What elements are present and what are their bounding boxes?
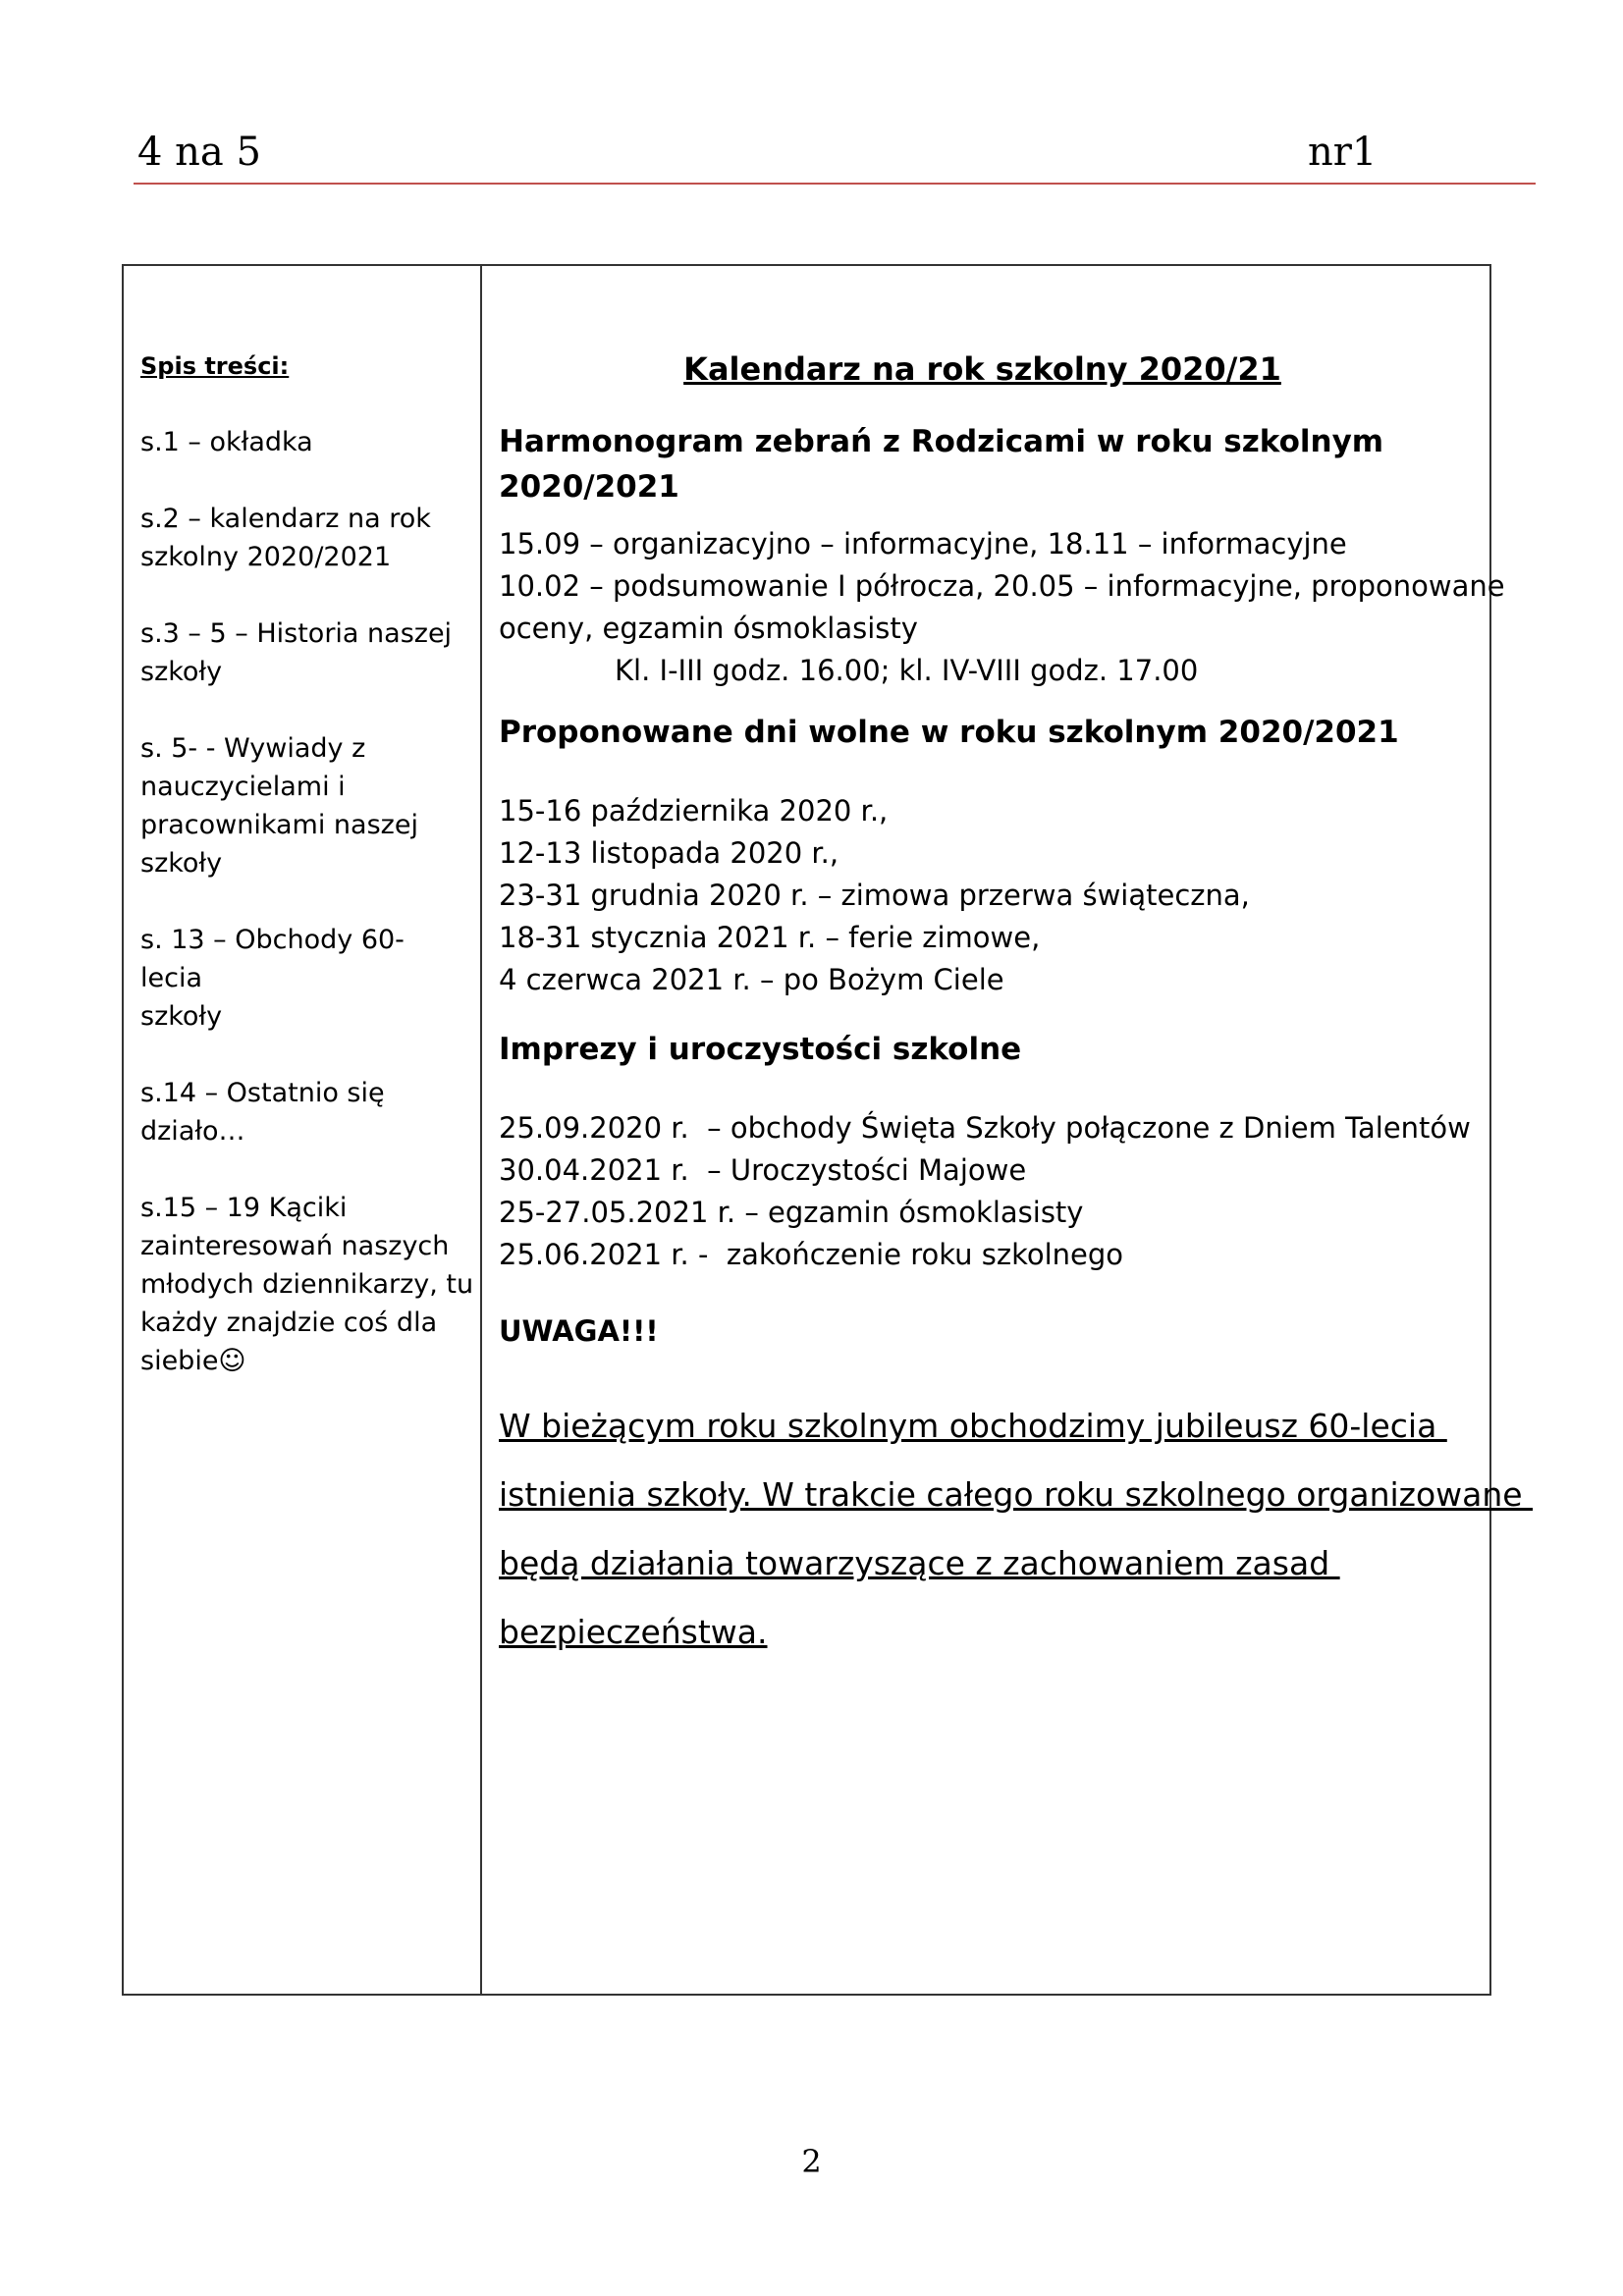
day-off-line: 12-13 listopada 2020 r., xyxy=(499,836,839,870)
note-line: istnienia szkoły. W trakcie całego roku szkolnego organizowane xyxy=(499,1475,1534,1514)
meetings-title-line: Harmonogram zebrań z Rodzicami w roku szkolnym xyxy=(499,424,1384,459)
toc-heading: Spis treści: xyxy=(140,352,290,380)
meetings-list xyxy=(499,523,1505,692)
meeting-line: 10.02 – podsumowanie I półrocza, 20.05 – informacyjne, proponowane xyxy=(499,569,1505,603)
days-off-list xyxy=(499,790,1466,1001)
toc-item: s. 13 – Obchody 60- lecia szkoły xyxy=(140,925,405,1032)
meetings-title-line: 2020/2021 xyxy=(499,469,679,505)
day-off-line: 15-16 października 2020 r., xyxy=(499,794,889,828)
toc-item: s.3 – 5 – Historia naszej szkoły xyxy=(140,618,453,687)
toc-item: s.1 – okładka xyxy=(140,427,313,457)
meeting-line: oceny, egzamin ósmoklasisty xyxy=(499,612,918,645)
page-title: Kalendarz na rok szkolny 2020/21 xyxy=(683,350,1281,388)
day-off-line: 18-31 stycznia 2021 r. – ferie zimowe, xyxy=(499,921,1041,954)
toc-item: s.2 – kalendarz na rok szkolny 2020/2021 xyxy=(140,504,431,572)
events-title: Imprezy i uroczystości szkolne xyxy=(499,1032,1022,1067)
events-section xyxy=(499,1027,1471,1276)
header-issue-number: nr1 xyxy=(1308,130,1378,175)
note-text xyxy=(499,1392,1534,1667)
note-line: W bieżącym roku szkolnym obchodzimy jubileusz 60-lecia xyxy=(499,1407,1447,1445)
page-number: 2 xyxy=(801,2143,822,2180)
meeting-hours: Kl. I-III godz. 16.00; kl. IV-VIII godz. 17.00 xyxy=(615,654,1199,687)
days-off-title: Proponowane dni wolne w roku szkolnym 2020/2021 xyxy=(499,715,1399,750)
meetings-section xyxy=(499,419,1505,692)
day-off-line: 4 czerwca 2021 r. – po Bożym Ciele xyxy=(499,963,1004,996)
events-list xyxy=(499,1107,1471,1276)
meeting-line: 15.09 – organizacyjno – informacyjne, 18.11 – informacyjne xyxy=(499,527,1347,561)
toc-item: s.15 – 19 Kąciki zainteresowań naszych młodych dziennikarzy, tu każdy znajdzie coś dla siebie☺ xyxy=(140,1193,474,1376)
days-off-section xyxy=(499,710,1466,1001)
note-line: bezpieczeństwa. xyxy=(499,1613,768,1651)
day-off-line: 23-31 grudnia 2020 r. – zimowa przerwa świąteczna, xyxy=(499,879,1250,912)
page-header xyxy=(134,126,1536,185)
note-line: będą działania towarzyszące z zachowaniem zasad xyxy=(499,1544,1340,1582)
main-content xyxy=(482,266,1534,1994)
event-line: 25-27.05.2021 r. – egzamin ósmoklasisty xyxy=(499,1196,1084,1229)
event-line: 30.04.2021 r. – Uroczystości Majowe xyxy=(499,1153,1027,1187)
event-line: 25.06.2021 r. - zakończenie roku szkolnego xyxy=(499,1238,1124,1271)
content-table xyxy=(122,264,1534,1996)
toc-item: s. 5- - Wywiady z nauczycielami i pracownikami naszej szkoły xyxy=(140,733,418,879)
table-of-contents xyxy=(124,266,482,1994)
toc-item: s.14 – Ostatnio się działo… xyxy=(140,1078,385,1147)
toc-list xyxy=(140,423,474,1418)
header-publication-title: 4 na 5 xyxy=(137,130,261,175)
event-line: 25.09.2020 r. – obchody Święta Szkoły połączone z Dniem Talentów xyxy=(499,1111,1471,1145)
note-section xyxy=(499,1309,1534,1667)
note-title: UWAGA!!! xyxy=(499,1314,659,1348)
calendar-content xyxy=(499,347,1534,1667)
